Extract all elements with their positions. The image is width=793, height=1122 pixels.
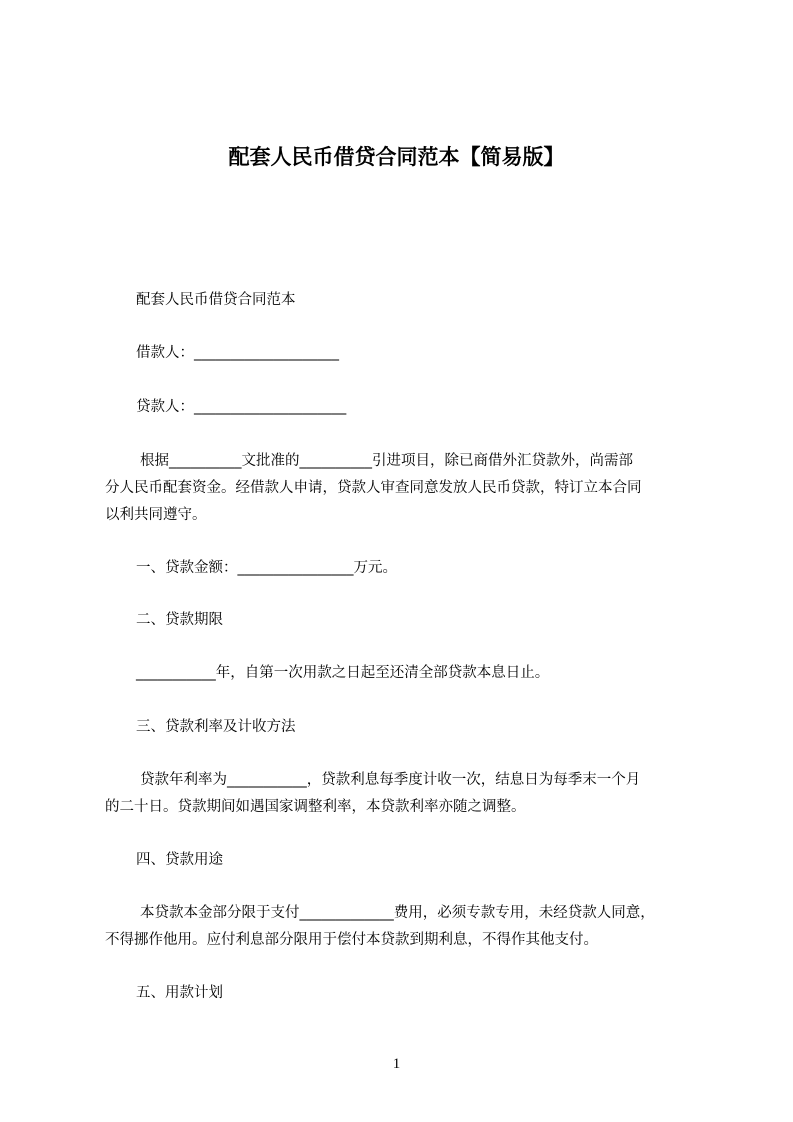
paragraph-line: 的二十日。贷款期间如遇国家调整利率，本贷款利率亦随之调整。 (105, 799, 526, 815)
document-title: 配套人民币借贷合同范本【简易版】 (228, 145, 565, 169)
paragraph-line: 根据__________文批准的__________引进项目，除已商借外汇贷款外，尚需部 (140, 453, 633, 469)
section-heading: 四、贷款用途 (136, 852, 223, 868)
page-number: 1 (392, 1056, 401, 1072)
paragraph-line: 分人民币配套资金。经借款人申请，贷款人审查同意发放人民币贷款，特订立本合同 (105, 480, 642, 496)
paragraph-line: 不得挪作他用。应付利息部分限用于偿付本贷款到期利息，不得作其他支付。 (105, 932, 598, 948)
section-heading: 一、贷款金额：________________万元。 (136, 560, 397, 576)
paragraph-line: 贷款年利率为___________，贷款利息每季度计收一次，结息日为每季末一个月 (140, 772, 641, 788)
section-heading: 五、用款计划 (136, 985, 223, 1001)
paragraph-line: ___________年，自第一次用款之日起至还清全部贷款本息日止。 (136, 665, 550, 681)
lender-line: 贷款人：_____________________ (136, 399, 347, 415)
contract-heading: 配套人民币借贷合同范本 (136, 292, 296, 308)
section-heading: 三、贷款利率及计收方法 (136, 719, 296, 735)
paragraph-line: 以利共同遵守。 (105, 507, 207, 523)
borrower-line: 借款人：____________________ (136, 345, 339, 361)
paragraph-line: 本贷款本金部分限于支付_____________费用，必须专款专用，未经贷款人同意， (140, 905, 655, 921)
section-heading: 二、贷款期限 (136, 612, 223, 628)
